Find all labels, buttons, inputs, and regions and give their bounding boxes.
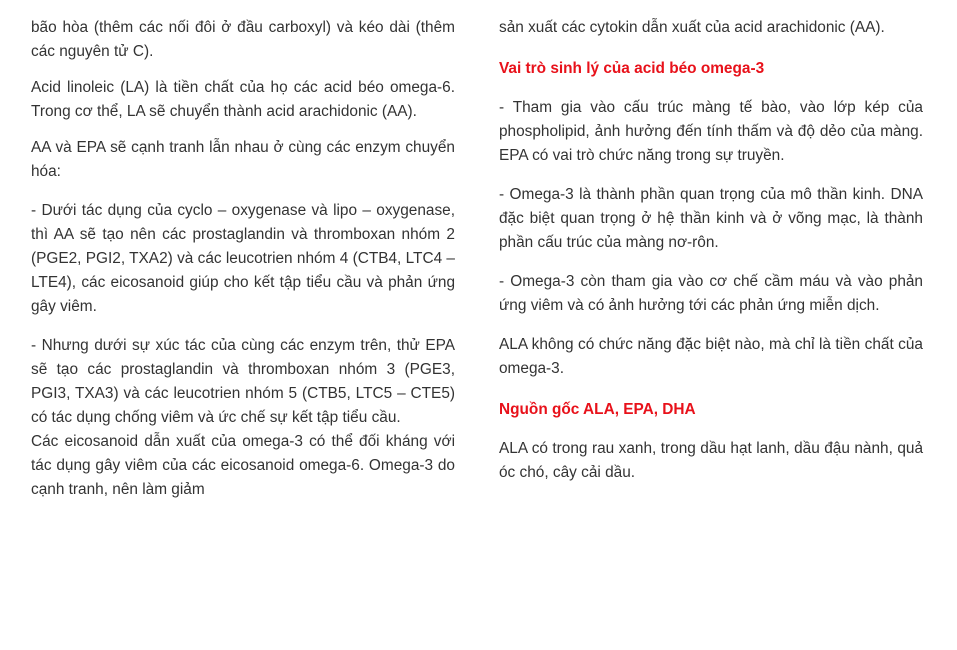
paragraph: Acid linoleic (LA) là tiền chất của họ các acid béo omega-6. Trong cơ thể, LA sẽ chuyển thành acid arachidonic (AA). (31, 79, 455, 120)
section-heading-sources: Nguồn gốc ALA, EPA, DHA (499, 401, 696, 418)
paragraph: - Nhưng dưới sự xúc tác của cùng các enzym trên, thử EPA sẽ tạo các prostaglandin và thromboxan nhóm 3 (PGE3, PGI3, TXA3) và các leucotrien nhóm 5 (CTB5, LTC5 – CTE5) có tác dụng chống viêm và ức chế sự kết tập tiểu cầu. (31, 337, 455, 426)
left-column (31, 16, 455, 513)
paragraph: - Dưới tác dụng của cyclo – oxygenase và lipo – oxygenase, thì AA sẽ tạo nên các prostaglandin và thromboxan nhóm 2 (PGE2, PGI2, TXA2) và các leucotrien nhóm 4 (CTB4, LTC4 – LTE4), các eicosanoid giúp cho kết tập tiểu cầu và phản ứng gây viêm. (31, 202, 455, 315)
right-column (499, 16, 923, 496)
paragraph: Các eicosanoid dẫn xuất của omega-3 có thể đối kháng với tác dụng gây viêm của các eicosanoid omega-6. Omega-3 do cạnh tranh, nên làm giảm (31, 433, 455, 498)
paragraph: ALA có trong rau xanh, trong dầu hạt lanh, dầu đậu nành, quả óc chó, cây cải dầu. (499, 440, 923, 481)
paragraph: - Omega-3 còn tham gia vào cơ chế cầm máu và vào phản ứng viêm và có ảnh hưởng tới các phản ứng miễn dịch. (499, 273, 923, 314)
paragraph: AA và EPA sẽ cạnh tranh lẫn nhau ở cùng các enzym chuyển hóa: (31, 139, 455, 180)
section-heading-role: Vai trò sinh lý của acid béo omega-3 (499, 60, 765, 77)
paragraph: ALA không có chức năng đặc biệt nào, mà chỉ là tiền chất của omega-3. (499, 336, 923, 377)
paragraph: sản xuất các cytokin dẫn xuất của acid arachidonic (AA). (499, 19, 885, 36)
paragraph: bão hòa (thêm các nối đôi ở đầu carboxyl) và kéo dài (thêm các nguyên tử C). (31, 19, 455, 60)
paragraph: - Omega-3 là thành phần quan trọng của mô thần kinh. DNA đặc biệt quan trọng ở hệ thần kinh và ở võng mạc, là thành phần cấu trúc của màng nơ-rôn. (499, 186, 923, 251)
paragraph: - Tham gia vào cấu trúc màng tế bào, vào lớp kép của phospholipid, ảnh hưởng đến tính thấm và độ dẻo của màng. EPA có vai trò chức năng trong sự truyền. (499, 99, 923, 164)
